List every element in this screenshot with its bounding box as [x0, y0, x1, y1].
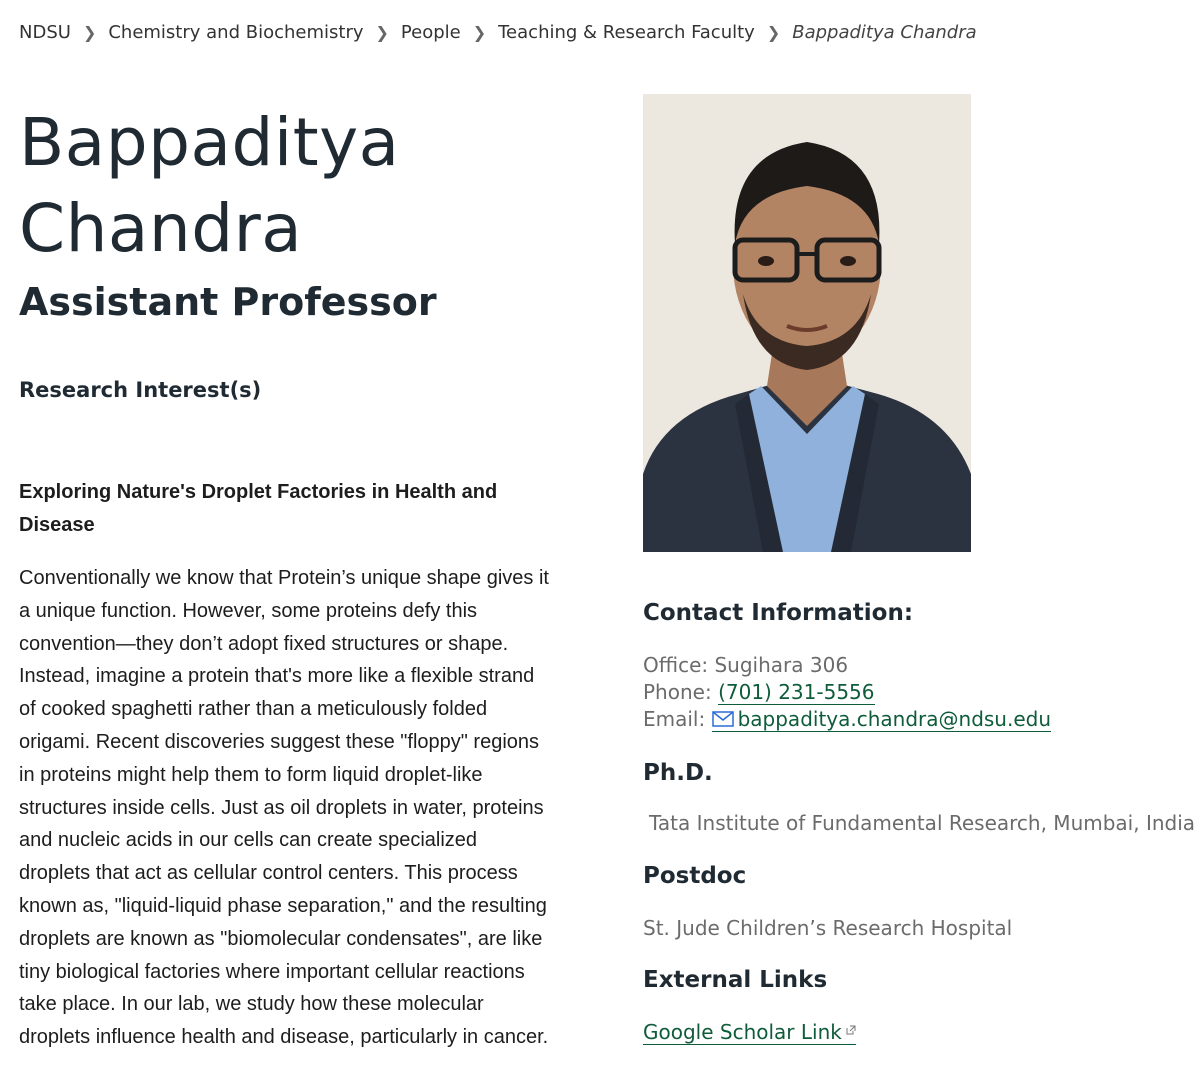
- phone-line: [643, 680, 875, 704]
- office-label: Office:: [643, 653, 709, 677]
- research-line: origami. Recent discoveries suggest these "floppy" regions: [19, 730, 540, 753]
- research-line: droplets that act as cellular control centers. This process: [19, 862, 518, 885]
- external-link-icon: [846, 1025, 856, 1035]
- google-scholar-link[interactable]: [643, 1020, 856, 1045]
- page-title: [19, 100, 579, 272]
- research-line: of cooked spaghetti rather than a meticulously folded: [19, 698, 488, 721]
- research-line: take place. In our lab, we study how these molecular: [19, 993, 484, 1016]
- research-line: Conventionally we know that Protein’s unique shape gives it: [19, 567, 549, 589]
- breadcrumb-people[interactable]: People: [400, 22, 461, 43]
- chevron-right-icon: ❯: [766, 23, 781, 42]
- external-links-heading: External Links: [643, 967, 828, 993]
- research-line: and nucleic acids in our cells can create specialized: [19, 829, 478, 852]
- research-line: known as, "liquid-liquid phase separation," and the resulting: [19, 894, 547, 917]
- email-value: bappaditya.chandra@ndsu.edu: [737, 707, 1052, 731]
- portrait-icon: [643, 94, 971, 552]
- google-scholar-label: Google Scholar Link: [643, 1020, 842, 1044]
- breadcrumb-current: Bappaditya Chandra: [792, 22, 977, 43]
- breadcrumb-ndsu[interactable]: NDSU: [19, 22, 71, 43]
- job-title: Assistant Professor: [19, 280, 437, 324]
- last-name: Chandra: [19, 190, 303, 267]
- breadcrumb-faculty[interactable]: Teaching & Research Faculty: [498, 22, 755, 43]
- research-line: structures inside cells. Just as oil droplets in water, proteins: [19, 796, 544, 819]
- first-name: Bappaditya: [19, 104, 400, 181]
- research-subheading-line: Exploring Nature's Droplet Factories in Health and: [19, 481, 498, 503]
- phd-institution: Tata Institute of Fundamental Research, Mumbai, India: [649, 811, 1196, 835]
- chevron-right-icon: ❯: [375, 23, 389, 42]
- chevron-right-icon: ❯: [472, 23, 487, 42]
- research-line: droplets are known as "biomolecular condensates", are like: [19, 927, 543, 950]
- research-body: [19, 562, 604, 1054]
- research-subheading-line: Disease: [19, 514, 95, 536]
- phone-label: Phone:: [643, 680, 712, 704]
- research-line: tiny biological factories where important cellular reactions: [19, 960, 525, 983]
- chevron-right-icon: ❯: [82, 23, 97, 42]
- phd-heading: Ph.D.: [643, 760, 713, 786]
- research-line: convention—they don’t adopt fixed structures or shape.: [19, 632, 509, 655]
- breadcrumb: [19, 22, 977, 43]
- email-label: Email:: [643, 707, 706, 731]
- research-line: droplets influence health and disease, particularly in cancer.: [19, 1026, 549, 1049]
- postdoc-heading: Postdoc: [643, 863, 747, 889]
- profile-photo: [643, 94, 971, 552]
- research-heading: Research Interest(s): [19, 378, 262, 402]
- office-value: Sugihara 306: [714, 653, 849, 677]
- external-links-list: [643, 1020, 856, 1044]
- postdoc-institution: St. Jude Children’s Research Hospital: [643, 916, 1013, 940]
- mail-icon: [712, 711, 734, 727]
- breadcrumb-chemistry[interactable]: Chemistry and Biochemistry: [108, 22, 364, 43]
- phone-link[interactable]: (701) 231-5556: [718, 680, 875, 704]
- office-line: [643, 653, 848, 677]
- email-link[interactable]: [712, 707, 1051, 732]
- email-line: [643, 707, 1051, 731]
- research-line: Instead, imagine a protein that's more like a flexible strand: [19, 665, 535, 688]
- research-subheading: [19, 476, 579, 542]
- contact-heading: Contact Information:: [643, 600, 914, 626]
- research-line: a unique function. However, some proteins defy this: [19, 599, 478, 622]
- research-line: in proteins might help them to form liquid droplet-like: [19, 763, 483, 786]
